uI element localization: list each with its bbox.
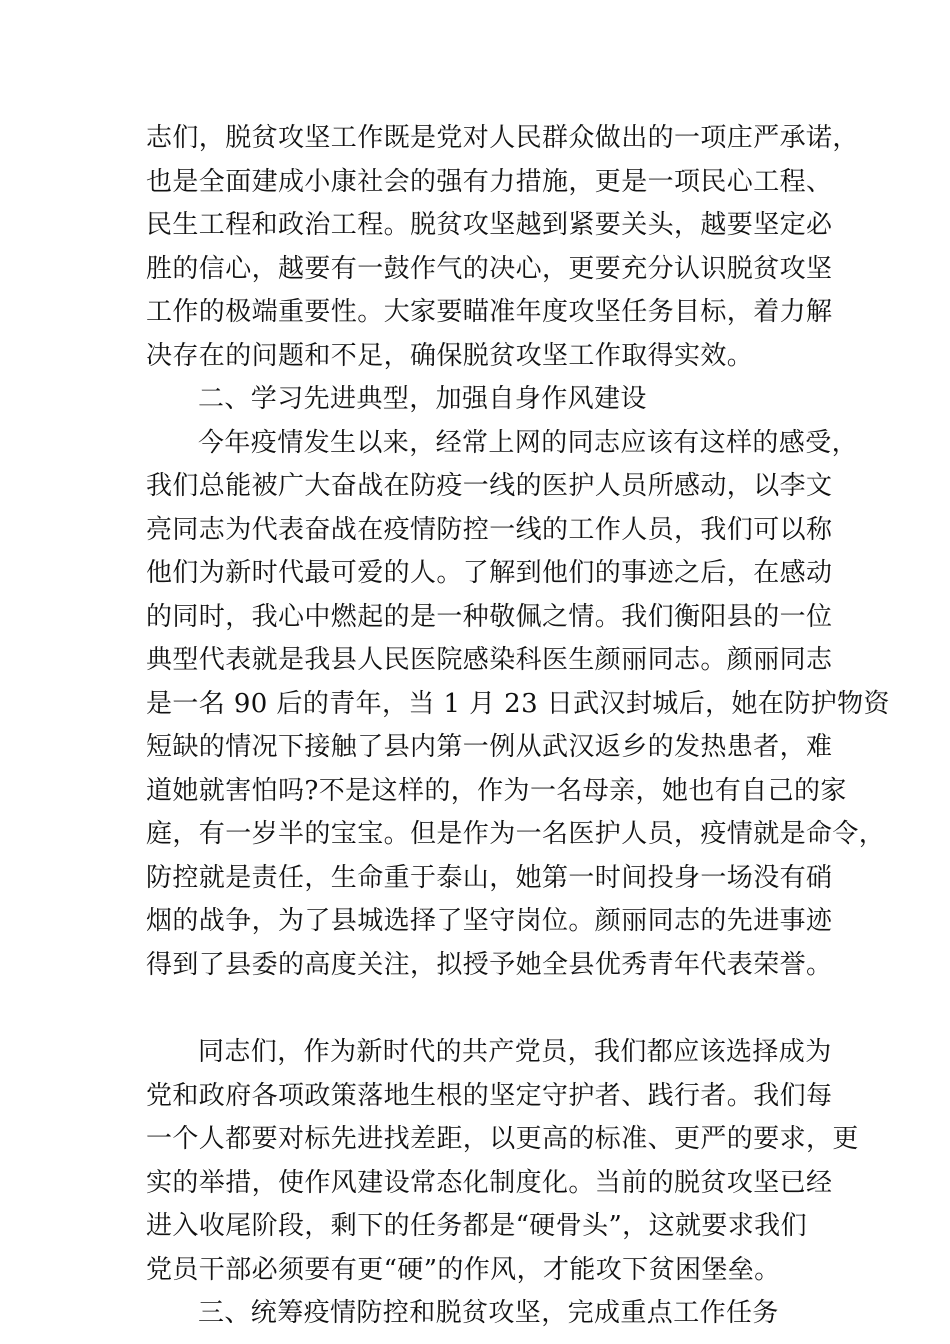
paragraph-line: 胜的信心，越要有一鼓作气的决心，更要充分认识脱贫攻坚 xyxy=(146,253,833,284)
paragraph-line: 实的举措，使作风建设常态化制度化。当前的脱贫攻坚已经 xyxy=(146,1167,833,1198)
paragraph-line: 党员干部必须要有更“硬”的作风，才能攻下贫困堡垒。 xyxy=(146,1254,781,1285)
paragraph-line: 工作的极端重要性。大家要瞄准年度攻坚任务目标，着力解 xyxy=(146,297,833,327)
heading-text: 二、学习先进典型，加强自身作风建设 xyxy=(198,384,647,414)
paragraph-line: 得到了县委的高度关注，拟授予她全县优秀青年代表荣誉。 xyxy=(146,949,833,980)
paragraph-line: 我们总能被广大奋战在防疫一线的医护人员所感动，以李文 xyxy=(146,471,833,501)
body-paragraph xyxy=(146,117,859,378)
paragraph-line: 防控就是责任，生命重于泰山，她第一时间投身一场没有硝 xyxy=(146,862,833,893)
section-heading xyxy=(146,378,808,422)
body-paragraph xyxy=(146,422,890,988)
paragraph-line: 一个人都要对标先进找差距，以更高的标准、更严的要求，更 xyxy=(146,1124,859,1154)
paragraph-line: 民生工程和政治工程。脱贫攻坚越到紧要关头，越要坚定必 xyxy=(146,210,833,240)
body-paragraph xyxy=(146,1031,859,1292)
paragraph-spacer xyxy=(146,987,808,1031)
paragraph-line: 党和政府各项政策落地生根的坚定守护者、践行者。我们每 xyxy=(146,1080,833,1111)
paragraph-line: 他们为新时代最可爱的人。了解到他们的事迹之后，在感动 xyxy=(146,558,833,588)
paragraph-line: 是一名 90 后的青年，当 1 月 23 日武汉封城后，她在防护物资 xyxy=(146,688,890,719)
paragraph-line: 进入收尾阶段，剩下的任务都是“硬骨头”，这就要求我们 xyxy=(146,1211,807,1241)
document-body xyxy=(146,117,890,1336)
paragraph-line: 今年疫情发生以来，经常上网的同志应该有这样的感受， xyxy=(198,427,859,458)
paragraph-line: 道她就害怕吗?不是这样的，作为一名母亲，她也有自己的家 xyxy=(146,775,847,806)
paragraph-line: 志们，脱贫攻坚工作既是党对人民群众做出的一项庄严承诺， xyxy=(146,123,859,153)
paragraph-line: 决存在的问题和不足，确保脱贫攻坚工作取得实效。 xyxy=(146,340,754,371)
paragraph-line: 庭，有一岁半的宝宝。但是作为一名医护人员，疫情就是命令， xyxy=(146,819,886,849)
paragraph-line: 亮同志为代表奋战在疫情防控一线的工作人员，我们可以称 xyxy=(146,514,833,545)
paragraph-line: 也是全面建成小康社会的强有力措施，更是一项民心工程、 xyxy=(146,166,833,197)
paragraph-line: 短缺的情况下接触了县内第一例从武汉返乡的发热患者，难 xyxy=(146,732,833,762)
paragraph-line: 烟的战争，为了县城选择了坚守岗位。颜丽同志的先进事迹 xyxy=(146,906,833,936)
heading-text: 三、统筹疫情防控和脱贫攻坚，完成重点工作任务 xyxy=(198,1298,779,1328)
section-heading xyxy=(146,1292,808,1336)
paragraph-line: 同志们，作为新时代的共产党员，我们都应该选择成为 xyxy=(198,1037,832,1067)
paragraph-line: 的同时，我心中燃起的是一种敬佩之情。我们衡阳县的一位 xyxy=(146,601,833,632)
paragraph-line: 典型代表就是我县人民医院感染科医生颜丽同志。颜丽同志 xyxy=(146,645,833,675)
